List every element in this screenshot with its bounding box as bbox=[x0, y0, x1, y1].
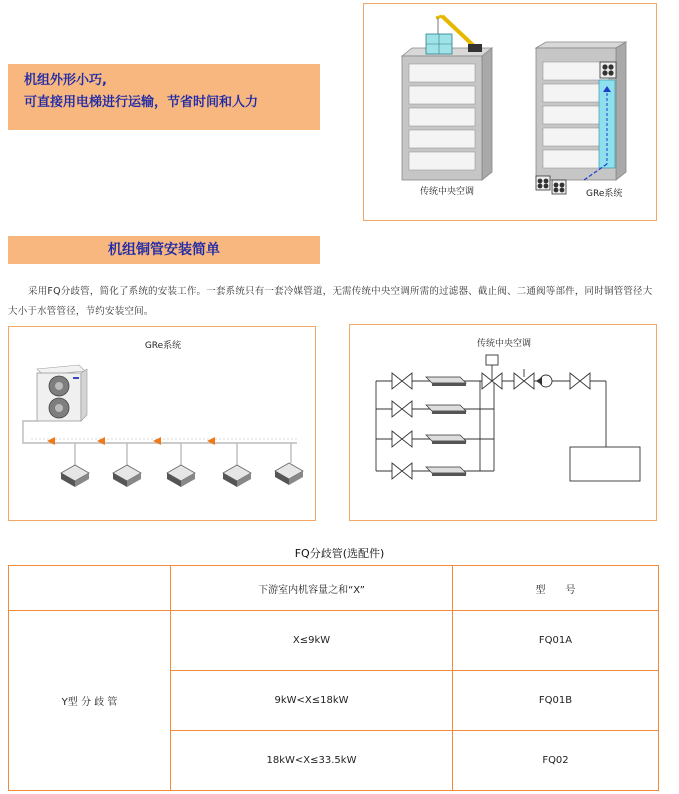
gre-piping-illustration bbox=[9, 327, 315, 520]
fan-coil-unit-icons bbox=[426, 377, 466, 476]
building-comparison-diagram bbox=[363, 3, 657, 221]
feature-line-1: 机组外形小巧, bbox=[24, 73, 107, 88]
table-header-empty bbox=[9, 566, 171, 611]
y-branch-label: Y型 分 歧 管 bbox=[9, 611, 171, 791]
model-cell: FQ01B bbox=[453, 671, 659, 731]
traditional-diagram-caption: 传统中央空调 bbox=[476, 339, 531, 349]
traditional-schematic bbox=[350, 325, 656, 520]
table-header-row bbox=[9, 566, 659, 611]
table-header-model: 型 号 bbox=[453, 566, 659, 611]
gre-piping-diagram bbox=[8, 326, 316, 521]
valve-icons bbox=[392, 373, 590, 479]
feature-line-2: 可直接用电梯进行运输，节省时间和人力 bbox=[24, 95, 259, 110]
traditional-piping-diagram bbox=[349, 324, 657, 521]
table-header-capacity: 下游室内机容量之和“X” bbox=[171, 566, 453, 611]
model-cell: FQ02 bbox=[453, 731, 659, 791]
feature-banner-compact bbox=[8, 64, 320, 130]
traditional-building bbox=[402, 48, 492, 180]
outdoor-unit-icon bbox=[37, 365, 87, 421]
gre-diagram-caption: GRe系统 bbox=[144, 341, 182, 351]
table-row bbox=[9, 611, 659, 671]
capacity-range-cell: X≤9kW bbox=[171, 611, 453, 671]
model-cell: FQ01A bbox=[453, 611, 659, 671]
table-title: FQ分歧管(选配件) bbox=[294, 547, 385, 560]
branch-pipe-spec-table bbox=[8, 565, 659, 791]
section-title-banner: 机组铜管安装简单 bbox=[8, 236, 320, 264]
capacity-range-cell: 9kW<X≤18kW bbox=[171, 671, 453, 731]
flow-arrow-icons bbox=[47, 437, 215, 445]
capacity-range-cell: 18kW<X≤33.5kW bbox=[171, 731, 453, 791]
intro-paragraph: 采用FQ分歧管，简化了系统的安装工作。一套系统只有一套冷媒管道，无需传统中央空调所需的过滤器、截止阀、二通阀等部件，同时铜管管径大大小于水管管径，节约安装空间。 bbox=[8, 286, 653, 317]
gre-building bbox=[536, 42, 626, 180]
cassette-indoor-unit-icons bbox=[61, 463, 303, 487]
traditional-caption: 传统中央空调 bbox=[420, 187, 475, 197]
gre-caption: GRe系统 bbox=[586, 189, 623, 199]
